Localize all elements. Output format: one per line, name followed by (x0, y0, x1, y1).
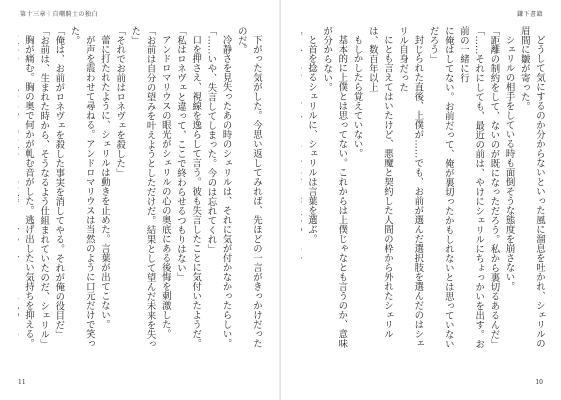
right-page-body (301, 26, 547, 356)
body-line: 下がった気がした。今思い返してみれば、先ほどの一言がきっかけだったのだ。 (235, 26, 262, 349)
body-line: 「私はロネヴェと違って、ここで終わらせるつもりはない」 (174, 26, 186, 283)
body-line: シェリルの相手をしている時も面倒そうな態度を崩さない。 (503, 35, 515, 292)
body-line: 「それでお前はロネヴェを殺した」 (114, 26, 126, 178)
body-line: と首を捻るシェリルに、シェリルは言葉を選ぶ。 (305, 35, 317, 245)
body-line: 「……いや、失言してしまった。今のは忘れてくれ」 (205, 26, 217, 254)
body-line: に俺はしてない。お前だって、俺が裏切ったかもしれないとは思っていないだろう」 (427, 26, 454, 349)
running-head-left: 第十三章｜自嘲騎士の独白 (20, 11, 99, 18)
body-line: 「お前は自分の望みを叶えようとしただけだ。結果として望んだ未来を失った」 (129, 26, 156, 349)
body-line: 基本的に上僕とは思ってない。これからは上僕じゃなとも言うのか、意味が分からない。 (321, 26, 348, 349)
left-page-body (18, 26, 264, 356)
body-line: 「……それにしても、最近の前は、やけにシェリルにちょっかいを出す。お前の一緒に行 (457, 26, 485, 349)
body-line: どうして気にするのか分からないといった風に溜息を吐かれ、シェリルの眉間に皺が寄った。 (518, 26, 545, 349)
page-number-left: 11 (18, 379, 26, 386)
body-line: 冷静さを見失ったあの時のシェリルは、それに気が付かなかったらしい。 (220, 35, 232, 349)
body-line: 「俺は、お前がロネヴェを殺した事実を消してやる。それが俺の役目だ」 (53, 26, 65, 340)
body-line: もしかしたら覚えていない。 (351, 35, 363, 159)
body-line: 蕾に打たれたように、シェリルは動きを止めた。言葉が出てこない。 (98, 35, 110, 330)
body-line: 「距離の制約をして、ないのが既になっただろう。私から裏切るあるんだ」 (488, 26, 500, 349)
body-line: 胸が痛む。胸の奥で何かが軋む音がした。逃げ出したい気持ちを抑える。 (22, 35, 34, 349)
body-line (18, 26, 21, 356)
body-line: 「お前は、生まれた時から、そうなるよう仕組まれていたのだ、シェリル」 (38, 26, 50, 349)
page-number-right: 10 (535, 379, 543, 386)
body-line: 封じられた直後、上僕が……でも、お前が選んだ選択肢を選んだのはシェリル自身だった (397, 26, 424, 349)
running-head-right: 鎌下書籍 (516, 11, 543, 18)
body-line: アンドロマリウスの眼光がシェリルの心の奥底にある後悔を刺激した。 (159, 35, 171, 340)
right-page (281, 0, 561, 400)
left-page (0, 0, 280, 400)
body-line: が声を震わせて尋ねる。アンドロマリウスは当然のように口元だけで笑った。 (68, 26, 95, 349)
body-line: 口を押さえ、視線を逸らして言う。彼も失言したことに気付いたようだ。 (190, 35, 202, 349)
body-line: にとも言えてはいたけど、悪魔と契約した人間の枠から外れたシェリルは、数百年以上 (366, 26, 393, 340)
body-line (301, 26, 304, 356)
